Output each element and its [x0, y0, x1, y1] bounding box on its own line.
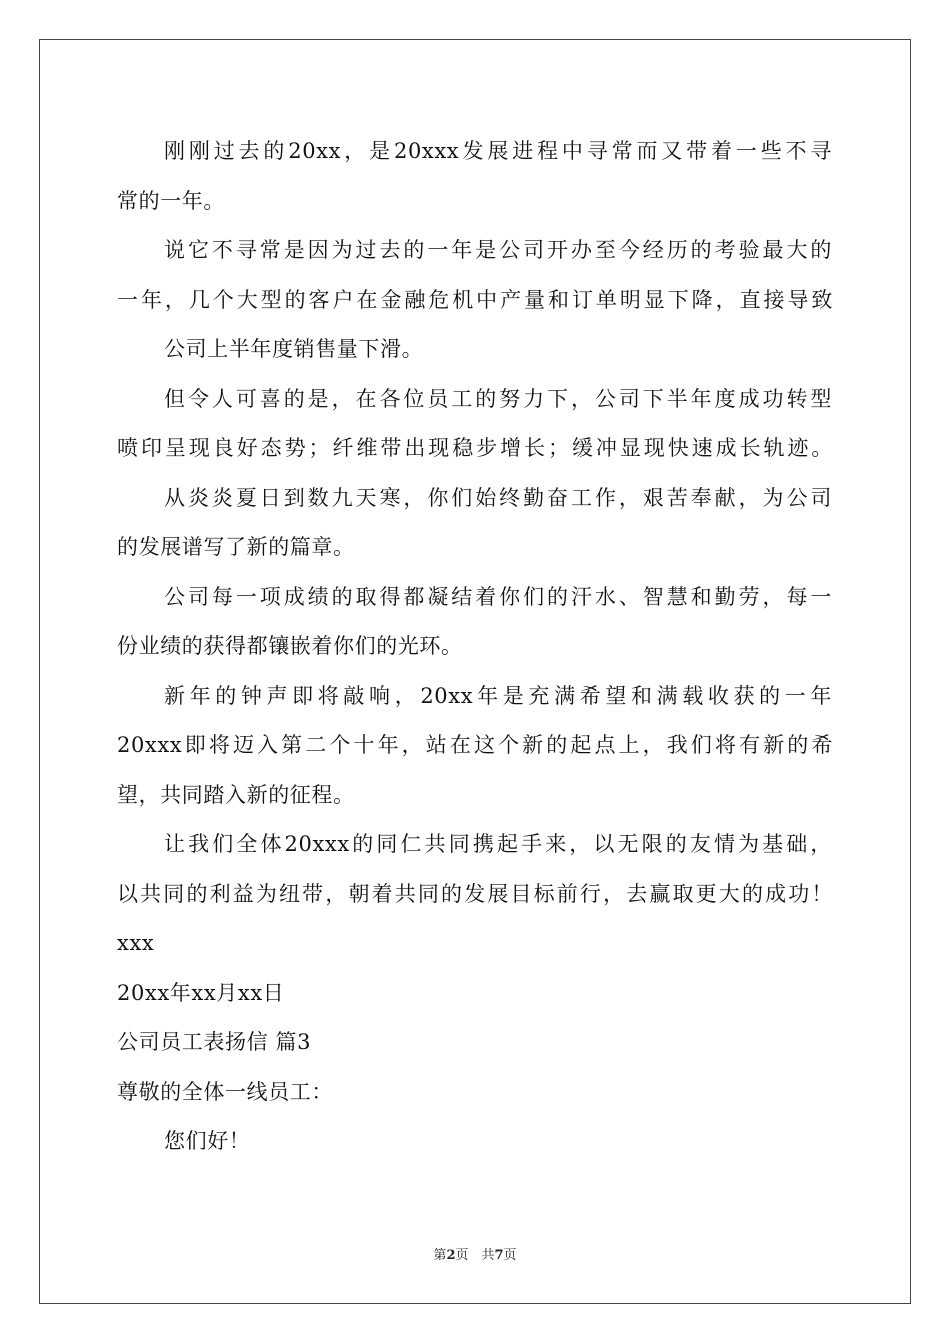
- greeting: 您们好！: [164, 1129, 251, 1153]
- signature-name: xxx: [117, 931, 155, 955]
- paragraph-line: 望，共同踏入新的征程。: [117, 783, 355, 807]
- paragraph-line: 常的一年。: [117, 189, 225, 213]
- paragraph-line: 从炎炎夏日到数九天寒，你们始终勤奋工作，艰苦奉献，为公司: [164, 486, 832, 510]
- paragraph-line: 的发展谱写了新的篇章。: [117, 535, 355, 559]
- page-label-suffix: 页: [503, 1248, 517, 1263]
- paragraph-line: 说它不寻常是因为过去的一年是公司开办至今经历的考验最大的: [164, 238, 832, 262]
- paragraph-line: 让我们全体20xxx的同仁共同携起手来，以无限的友情为基础，: [164, 832, 832, 856]
- paragraph-line: 20xxx即将迈入第二个十年，站在这个新的起点上，我们将有新的希: [117, 733, 833, 757]
- page-total: 7: [494, 1248, 504, 1263]
- page-label-prefix: 第: [433, 1248, 447, 1263]
- salutation: 尊敬的全体一线员工：: [117, 1080, 333, 1104]
- paragraph-line: 但令人可喜的是，在各位员工的努力下，公司下半年度成功转型: [164, 387, 832, 411]
- paragraph-line: 一年，几个大型的客户在金融危机中产量和订单明显下降，直接导致: [117, 288, 833, 312]
- paragraph-line: 刚刚过去的20xx，是20xxx发展进程中寻常而又带着一些不寻: [164, 139, 832, 163]
- page-border: [39, 39, 911, 1304]
- paragraph-line: 公司上半年度销售量下滑。: [164, 337, 424, 361]
- paragraph-line: 份业绩的获得都镶嵌着你们的光环。: [117, 634, 463, 658]
- page-label-mid: 页 共: [455, 1248, 495, 1263]
- section-heading: 公司员工表扬信 篇3: [117, 1030, 312, 1054]
- page-current: 2: [446, 1248, 456, 1263]
- page-footer: [0, 1247, 950, 1265]
- paragraph-line: 喷印呈现良好态势；纤维带出现稳步增长；缓冲显现快速成长轨迹。: [117, 436, 833, 460]
- paragraph-line: 以共同的利益为纽带，朝着共同的发展目标前行，去赢取更大的成功！: [117, 882, 833, 906]
- paragraph-line: 新年的钟声即将敲响，20xx年是充满希望和满载收获的一年: [164, 684, 832, 708]
- paragraph-line: 公司每一项成绩的取得都凝结着你们的汗水、智慧和勤劳，每一: [164, 585, 832, 609]
- signature-date: 20xx年xx月xx日: [117, 981, 285, 1005]
